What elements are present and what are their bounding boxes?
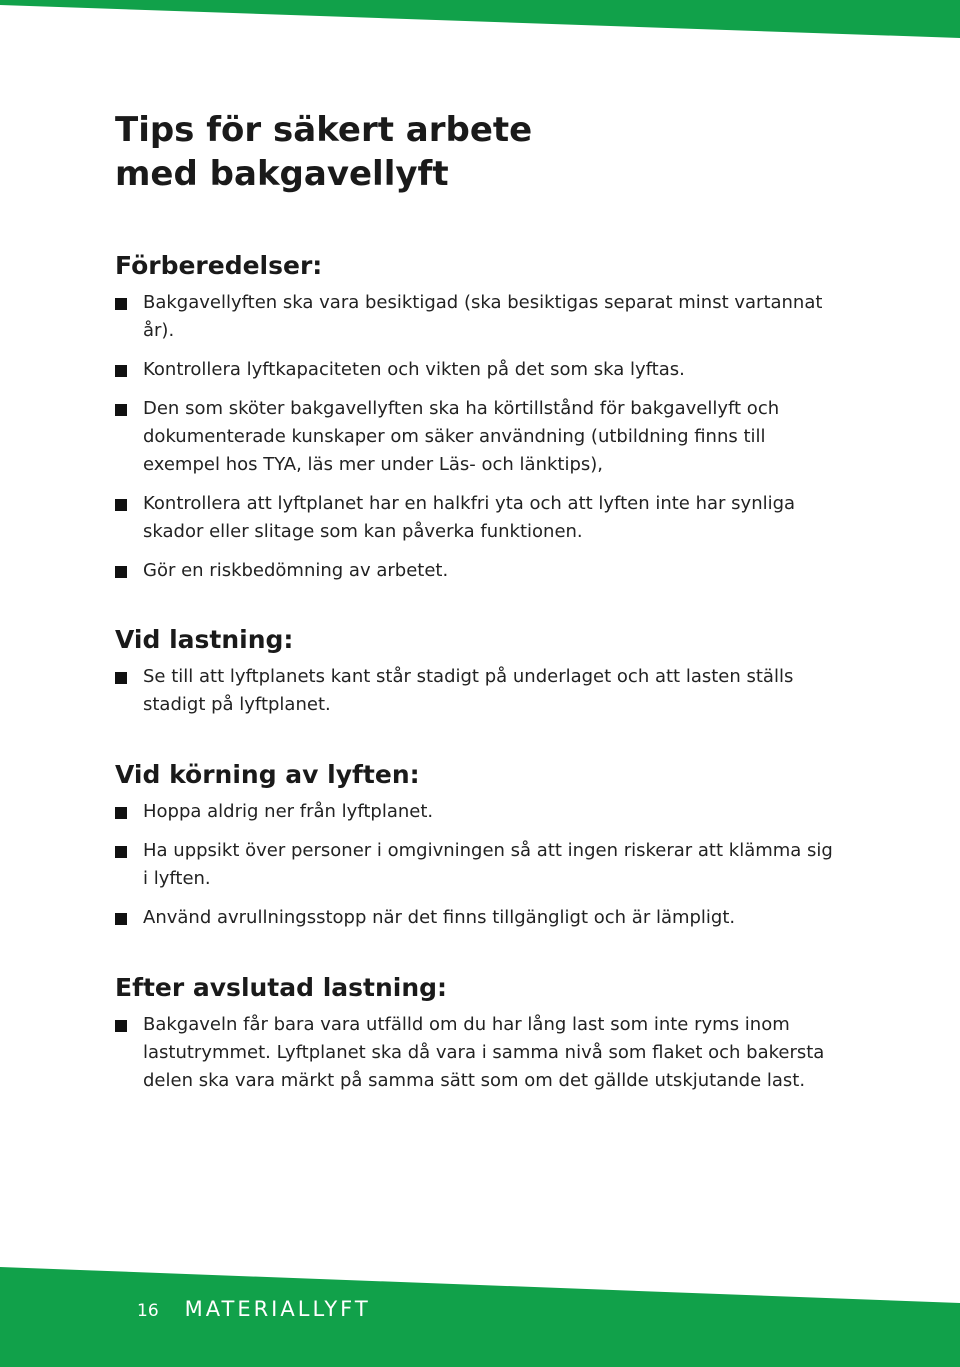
publication-name: MATERIALLYFT — [184, 1297, 371, 1321]
section-efter-avslutad-lastning — [115, 972, 835, 1106]
square-bullet-icon — [115, 365, 127, 377]
bullet-list — [115, 798, 835, 932]
section-vid-korning — [115, 759, 835, 943]
top-green-band — [0, 0, 960, 40]
square-bullet-icon — [115, 672, 127, 684]
list-item — [115, 798, 835, 826]
square-bullet-icon — [115, 298, 127, 310]
list-item-text: Gör en riskbedömning av arbetet. — [143, 560, 449, 581]
list-item-text: Kontrollera lyftkapaciteten och vikten på det som ska lyftas. — [143, 359, 685, 380]
list-item — [115, 289, 835, 345]
list-item-text: Bakgaveln får bara vara utfälld om du har lång last som inte ryms inom lastutrymmet. Lyftplanet ska då vara i samma nivå som flaket och bakersta delen ska vara märkt på samma sätt som om det gällde utskjutande last. — [143, 1014, 825, 1091]
bullet-list — [115, 289, 835, 585]
title-line-2: med bakgavellyft — [115, 154, 449, 194]
square-bullet-icon — [115, 404, 127, 416]
section-forberedelser — [115, 250, 835, 596]
square-bullet-icon — [115, 566, 127, 578]
title-line-1: Tips för säkert arbete — [115, 110, 533, 150]
bullet-list — [115, 663, 835, 719]
section-heading: Efter avslutad lastning: — [115, 973, 448, 1002]
list-item — [115, 1011, 835, 1095]
section-heading: Förberedelser: — [115, 251, 323, 280]
list-item-text: Kontrollera att lyftplanet har en halkfri yta och att lyften inte har synliga skador eller slitage som kan påverka funktionen. — [143, 493, 796, 542]
page-number: 16 — [137, 1301, 159, 1321]
list-item-text: Se till att lyftplanets kant står stadigt på underlaget och att lasten ställs stadigt på lyftplanet. — [143, 666, 794, 715]
square-bullet-icon — [115, 807, 127, 819]
footer — [137, 1297, 371, 1327]
list-item — [115, 356, 835, 384]
list-item — [115, 395, 835, 479]
square-bullet-icon — [115, 913, 127, 925]
list-item — [115, 557, 835, 585]
bullet-list — [115, 1011, 835, 1095]
list-item-text: Hoppa aldrig ner från lyftplanet. — [143, 801, 434, 822]
list-item — [115, 490, 835, 546]
list-item — [115, 837, 835, 893]
section-heading: Vid körning av lyften: — [115, 760, 420, 789]
section-vid-lastning — [115, 624, 835, 730]
square-bullet-icon — [115, 846, 127, 858]
list-item — [115, 663, 835, 719]
page-title — [115, 108, 532, 196]
list-item-text: Den som sköter bakgavellyften ska ha körtillstånd för bakgavellyft och dokumenterade kunskaper om säker användning (utbildning finns till exempel hos TYA, läs mer under Läs- och länktips), — [143, 398, 780, 475]
section-heading: Vid lastning: — [115, 625, 294, 654]
square-bullet-icon — [115, 1020, 127, 1032]
square-bullet-icon — [115, 499, 127, 511]
list-item-text: Använd avrullningsstopp när det finns tillgängligt och är lämpligt. — [143, 907, 736, 928]
list-item-text: Ha uppsikt över personer i omgivningen så att ingen riskerar att klämma sig i lyften. — [143, 840, 833, 889]
list-item-text: Bakgavellyften ska vara besiktigad (ska besiktigas separat minst vartannat år). — [143, 292, 823, 341]
list-item — [115, 904, 835, 932]
